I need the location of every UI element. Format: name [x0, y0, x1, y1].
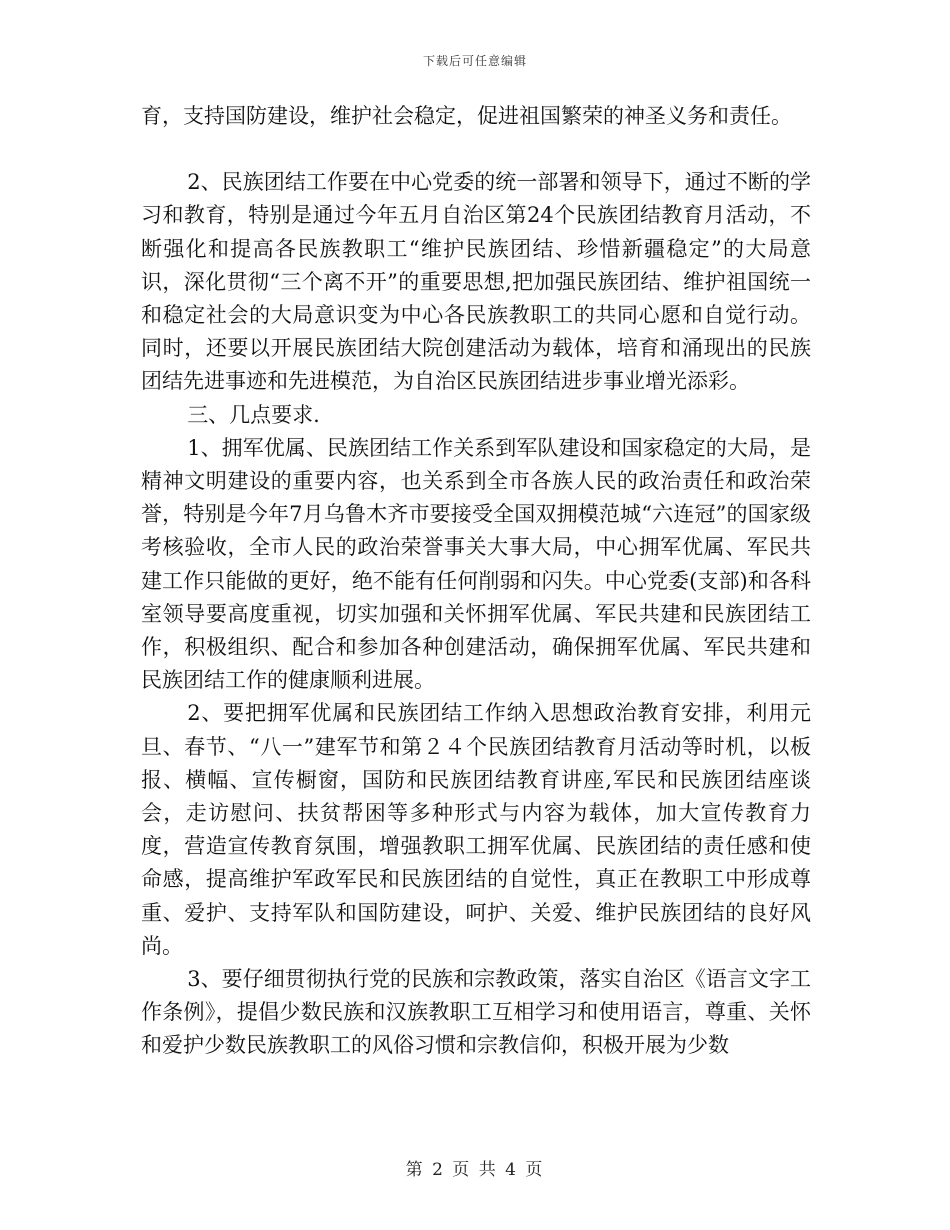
paragraph-requirement-3: 3、要仔细贯彻执行党的民族和宗教政策，落实自治区《语言文字工作条例》，提倡少数民族和汉族教职工互相学习和使用语言，尊重、关怀和爱护少数民族教职工的风俗习惯和宗教信仰，积极开展为少数	[141, 967, 811, 1058]
section-heading-requirements: 三、几点要求.	[187, 402, 320, 427]
paragraph-requirement-2: 2、要把拥军优属和民族团结工作纳入思想政治教育安排，利用元旦、春节、“八一”建军节和第２４个民族团结教育月活动等时机，以板报、横幅、宣传橱窗，国防和民族团结教育讲座,军民和民族团结座谈会，走访慰问、扶贫帮困等多种形式与内容为载体，加大宣传教育力度，营造宣传教育氛围，增强教职工拥军优属、民族团结的责任感和使命感，提高维护军政军民和民族团结的自觉性，真正在教职工中形成尊重、爱护、支持军队和国防建设，呵护、关爱、维护民族团结的良好风尚。	[141, 701, 811, 958]
paragraph-requirement-1: 1、拥军优属、民族团结工作关系到军队建设和国家稳定的大局，是精神文明建设的重要内容，也关系到全市各族人民的政治责任和政治荣誉，特别是今年7月乌鲁木齐市要接受全国双拥模范城“六连冠”的国家级考核验收，全市人民的政治荣誉事关大事大局，中心拥军优属、军民共建工作只能做的更好，绝不能有任何削弱和闪失。中心党委(支部)和各科室领导要高度重视，切实加强和关怀拥军优属、军民共建和民族团结工作，积极组织、配合和参加各种创建活动，确保拥军优属、军民共建和民族团结工作的健康顺利进展。	[141, 435, 811, 693]
paragraph-ethnic-unity-work: 2、民族团结工作要在中心党委的统一部署和领导下，通过不断的学习和教育，特别是通过今年五月自治区第24个民族团结教育月活动，不断强化和提高各民族教职工“维护民族团结、珍惜新疆稳定”的大局意识，深化贯彻“三个离不开”的重要思想,把加强民族团结、维护祖国统一和稳定社会的大局意识变为中心各民族教职工的共同心愿和自觉行动。同时，还要以开展民族团结大院创建活动为载体，培育和涌现出的民族团结先进事迹和先进模范，为自治区民族团结进步事业增光添彩。	[141, 170, 811, 394]
paragraph-continuation: 育，支持国防建设，维护社会稳定，促进祖国繁荣的神圣义务和责任。	[141, 104, 792, 128]
page-number-footer: 第 2 页 共 4 页	[405, 1160, 545, 1180]
page-header: 下载后可任意编辑	[422, 54, 527, 68]
document-body	[141, 100, 811, 1063]
